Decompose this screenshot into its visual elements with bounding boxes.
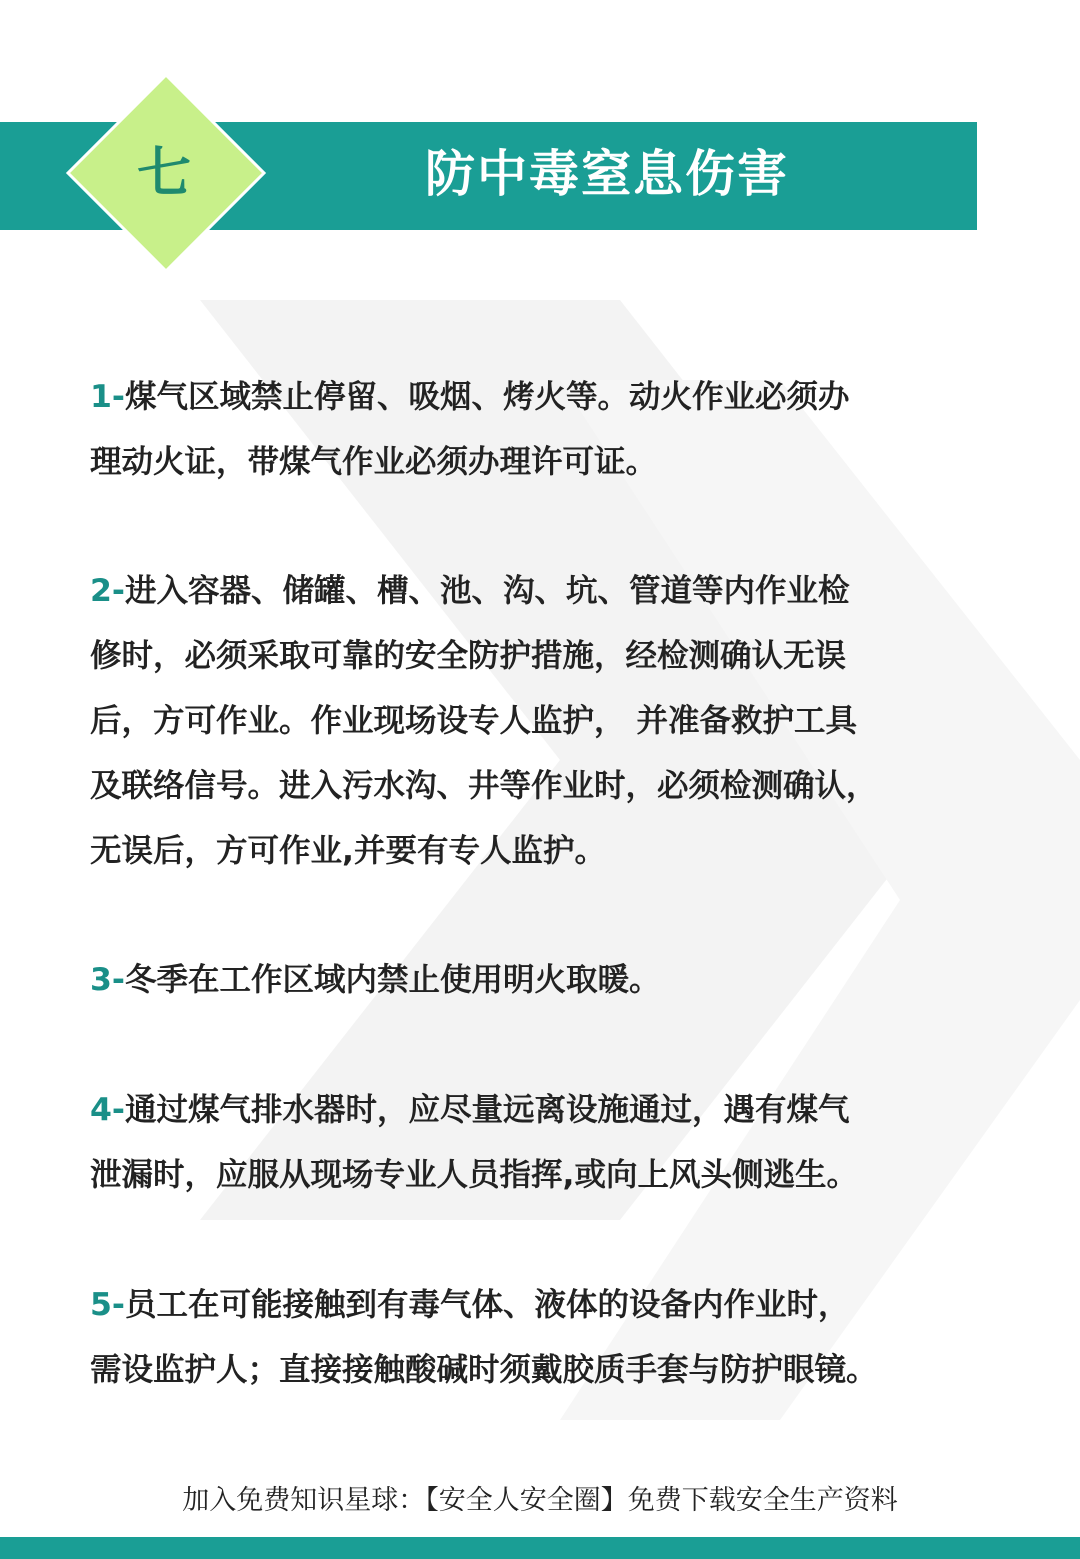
rule-text-line: 无误后，方可作业,并要有专人监护。 [90, 833, 606, 869]
rule-item-4 [90, 1078, 990, 1208]
rule-text-line: 通过煤气排水器时，应尽量远离设施通过，遇有煤气 [125, 1092, 850, 1128]
rule-text-line: 员工在可能接触到有毒气体、液体的设备内作业时， [125, 1287, 850, 1323]
rule-item-5 [90, 1273, 990, 1403]
rule-number: 4- [90, 1092, 125, 1128]
rule-text-line: 后，方可作业。作业现场设专人监护， 并准备救护工具 [90, 703, 857, 739]
rule-text-line: 及联络信号。进入污水沟、井等作业时，必须检测确认， [90, 768, 878, 804]
section-title: 防中毒窒息伤害 [425, 145, 789, 203]
rule-text-line: 理动火证，带煤气作业必须办理许可证。 [90, 444, 658, 480]
rule-text-line: 煤气区域禁止停留、吸烟、烤火等。动火作业必须办 [125, 379, 850, 415]
rule-text-line: 修时，必须采取可靠的安全防护措施，经检测确认无误 [90, 638, 847, 674]
section-number: 七 [137, 141, 191, 204]
rule-number: 2- [90, 573, 125, 609]
rule-number: 5- [90, 1287, 125, 1323]
rule-text-line: 进入容器、储罐、槽、池、沟、坑、管道等内作业检 [125, 573, 850, 609]
rule-text-line: 冬季在工作区域内禁止使用明火取暖。 [125, 962, 661, 998]
rule-number: 3- [90, 962, 125, 998]
footer-band [0, 1537, 1080, 1559]
rule-item-2 [90, 559, 990, 884]
rule-text-line: 泄漏时，应服从现场专业人员指挥,或向上风头侧逃生。 [90, 1157, 858, 1193]
rule-text-line: 需设监护人；直接接触酸碱时须戴胶质手套与防护眼镜。 [90, 1352, 878, 1388]
footer-promo-text: 加入免费知识星球：【安全人安全圈】免费下载安全生产资料 [182, 1485, 898, 1516]
rule-item-3 [90, 948, 990, 1013]
rule-number: 1- [90, 379, 125, 415]
rule-item-1 [90, 365, 990, 495]
